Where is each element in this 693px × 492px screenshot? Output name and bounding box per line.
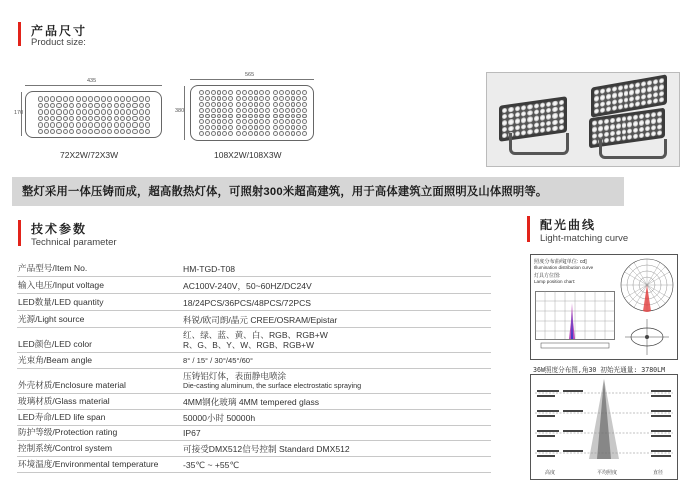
spec-label: LED颜色/LED color: [18, 339, 93, 349]
spec-value: AC100V-240V，50~60HZ/DC24V: [183, 281, 312, 291]
spec-value: IP67: [183, 428, 201, 438]
spec-row-protection-rating: [17, 426, 491, 441]
intensity-histogram: [535, 291, 615, 349]
spec-row-input-voltage: [17, 277, 491, 294]
polar-intensity-chart: [619, 257, 675, 313]
product-size-title: 产品尺寸: [31, 24, 88, 38]
spec-value: 可接受DMX512信号控制 Standard DMX512: [183, 444, 350, 454]
polar-title-en: Illumination distribution curve: [534, 265, 594, 270]
spec-label: 玻璃材质/Glass material: [18, 396, 110, 406]
cone-footer-height: 高度: [545, 470, 556, 476]
spec-value: 科锐/欧司朗/晶元 CREE/OSRAM/Epistar: [183, 315, 338, 325]
spec-value-line-2: Die-casting aluminum, the surface electrostatic spraying: [183, 381, 362, 390]
product-photo-bracket-single: [509, 133, 569, 155]
polar-title-cn: 照度分布曲线[单位: cd]: [534, 259, 587, 265]
product-size-subtitle: Product size:: [31, 37, 86, 48]
spec-label: 控制系统/Control system: [18, 443, 113, 453]
drawing-2-caption: 108X2W/108X3W: [214, 150, 282, 160]
drawing-1-width-line: [25, 85, 162, 86]
spec-label: LED数量/LED quantity: [18, 297, 104, 307]
lamp-position-cn: 灯具方位图:: [534, 273, 561, 279]
spec-value-line-1: 红、绿、蓝、黄、白、RGB、RGB+W: [183, 330, 328, 340]
spec-value: 8° / 15° / 30°/45°/60°: [183, 356, 254, 365]
lamp-orientation-diagram: [619, 317, 675, 357]
spec-row-led-quantity: [17, 294, 491, 311]
spec-value: [183, 330, 328, 350]
spec-value: HM-TGD-T08: [183, 264, 236, 274]
cone-footer-average-illuminance: 平均照度: [597, 470, 618, 476]
spec-label: 光源/Light source: [18, 314, 85, 324]
drawing-108w-led-module-3: [273, 90, 307, 136]
spec-label: 外壳材质/Enclosure material: [18, 380, 126, 390]
drawing-108w-led-module-2: [236, 90, 270, 136]
tech-subtitle: Technical parameter: [31, 237, 117, 248]
spec-row-item-no: [17, 262, 491, 277]
drawing-2-width-line: [190, 79, 314, 80]
spec-value: [183, 371, 361, 391]
drawing-1-width-label: 435: [87, 78, 97, 84]
spec-label: 光束角/Beam angle: [18, 355, 93, 365]
drawing-108w: [190, 85, 314, 141]
spec-value: 4MM钢化玻璃 4MM tempered glass: [183, 397, 320, 407]
product-size-accent-bar: [18, 22, 21, 46]
spec-label: 防护等级/Protection rating: [18, 427, 118, 437]
spec-row-glass-material: [17, 394, 491, 410]
curve-title: 配光曲线: [540, 218, 597, 232]
drawing-1-height-label: 170: [14, 110, 24, 116]
spec-value-line-1: 压铸铝灯体，表面静电喷涂: [183, 371, 287, 381]
spec-value-line-2: R、G、B、Y、W、RGB、RGB+W: [183, 340, 314, 350]
spec-value: -35℃ ~ +55℃: [183, 460, 240, 470]
cone-footer-diameter: 直径: [653, 470, 664, 476]
illumination-distribution-panel: [530, 254, 678, 360]
spec-label: 输入电压/Input voltage: [18, 280, 104, 290]
tech-accent-bar: [18, 220, 21, 246]
drawing-2-width-label: 565: [245, 72, 255, 78]
drawing-72w-led-module-3: [114, 96, 150, 134]
spec-row-enclosure-material: [17, 369, 491, 394]
drawing-1-caption: 72X2W/72X3W: [60, 150, 119, 160]
spec-value: 50000小时 50000h: [183, 413, 256, 423]
lamp-position-en: Lamp position chart:: [534, 279, 576, 284]
spec-row-light-source: [17, 311, 491, 328]
spec-row-control-system: [17, 441, 491, 457]
product-photo: [486, 72, 680, 167]
spec-row-environment-temperature: [17, 457, 491, 473]
drawing-2-height-label: 380: [175, 108, 185, 114]
spec-row-led-color: [17, 328, 491, 353]
spec-label: LED寿命/LED life span: [18, 412, 106, 422]
illuminance-cone-chart: [531, 375, 677, 465]
spec-row-life-span: [17, 410, 491, 426]
product-photo-bracket-double: [599, 139, 667, 159]
illuminance-cone-panel: [530, 374, 678, 480]
curve-subtitle: Light-matching curve: [540, 233, 629, 244]
drawing-72w: [25, 91, 162, 138]
tech-title: 技术参数: [31, 222, 88, 236]
spec-row-beam-angle: [17, 353, 491, 369]
spec-label: 产品型号/Item No.: [18, 263, 88, 273]
drawing-108w-led-module-1: [199, 90, 233, 136]
spec-label: 环境温度/Environmental temperature: [18, 459, 159, 469]
spec-value: 18/24PCS/36PCS/48PCS/72PCS: [183, 298, 312, 308]
cone-title: 36W照度分布图,角30 初始光通量: 3780LM: [533, 366, 666, 374]
drawing-72w-led-module-2: [76, 96, 112, 134]
drawing-72w-led-module-1: [38, 96, 74, 134]
slogan-text: 整灯采用一体压铸而成，超高散热灯体，可照射300米超高建筑，用于高体建筑立面照明及山体照明等。: [22, 186, 548, 198]
curve-accent-bar: [527, 216, 530, 242]
